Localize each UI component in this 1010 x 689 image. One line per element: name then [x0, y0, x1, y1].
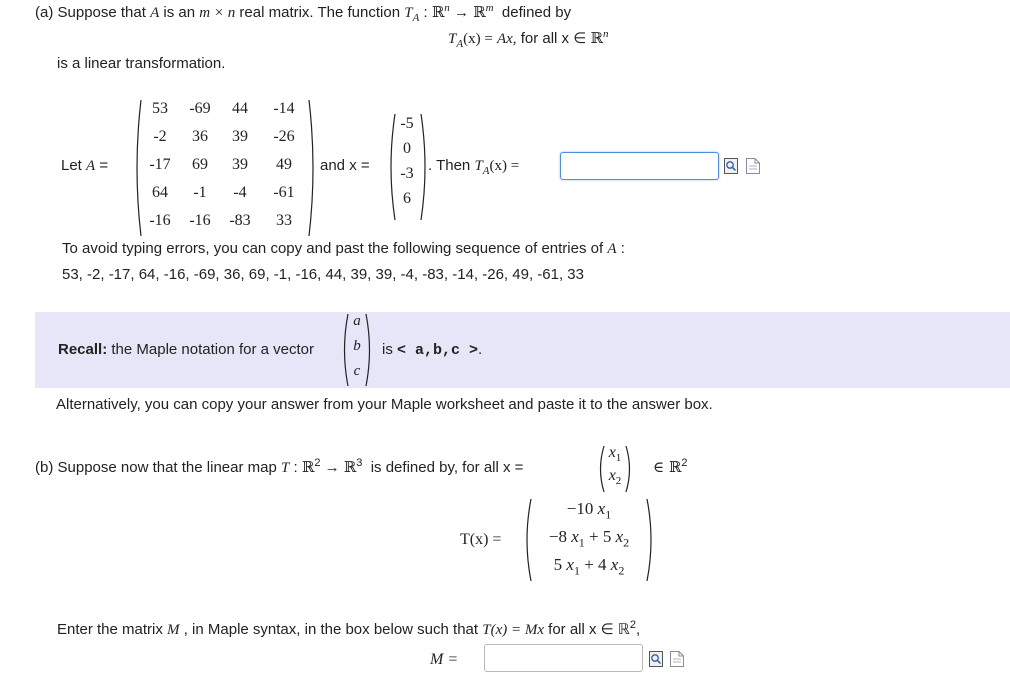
- matrix-a-cell: -16: [189, 212, 211, 229]
- t-vector-row: −8 $x_1 + 5$ $x_2$: [548, 527, 630, 550]
- matrix-a-cell: -1: [193, 184, 207, 201]
- copy-hint: To avoid typing errors, you can copy and past the following sequence of entries of A :: [62, 240, 625, 257]
- matrix-a-cell: -26: [273, 128, 295, 145]
- answer-b-box[interactable]: [484, 644, 643, 672]
- part-a-definition: $T_A(x) = Ax$, for all x ∈ ℝ$^n$: [448, 28, 609, 50]
- linear-transformation-text: is a linear transformation.: [57, 55, 226, 72]
- t-vector-row: −10 $x_1$: [566, 499, 612, 522]
- matrix-a-cell: 44: [232, 100, 248, 117]
- vector-x-entry: -5: [400, 115, 414, 132]
- t-of-x-label: T(x) =: [460, 531, 502, 548]
- then-label: . Then $T_A(x)$ =: [428, 157, 520, 177]
- matrix-a-right-paren: [308, 98, 318, 238]
- in-r2-label: ∈ ℝ$^2$: [653, 457, 688, 476]
- entries-sequence: 53, -2, -17, 64, -16, -69, 36, 69, -1, -16, 44, 39, 39, -4, -83, -14, -26, 49, -61, 33: [62, 266, 584, 283]
- matrix-a-cell: 39: [232, 156, 248, 173]
- document-icon[interactable]: [746, 158, 760, 174]
- x-vector-left-paren: [596, 444, 605, 494]
- matrix-a-cell: 69: [192, 156, 208, 173]
- vector-x: [386, 112, 430, 222]
- t-vector-row: 5 $x_1 + 4$ $x_2$: [553, 555, 625, 578]
- matrix-a-cell: 64: [152, 184, 168, 201]
- matrix-a-cell: 53: [152, 100, 168, 117]
- vector-x-entry: 6: [403, 190, 411, 207]
- matrix-a-cell: -83: [229, 212, 251, 229]
- preview-icon[interactable]: [649, 651, 663, 667]
- m-label: M =: [430, 651, 459, 668]
- matrix-a-cell: -61: [273, 184, 295, 201]
- part-b-intro: (b) Suppose now that the linear map T : ℝ$^2$ → ℝ$^3$ is defined by, for all x =: [35, 457, 524, 476]
- matrix-a-cell: -69: [189, 100, 211, 117]
- recall-vector-entry: a: [353, 313, 361, 329]
- alternative-text: Alternatively, you can copy your answer from your Maple worksheet and paste it to the answer box.: [56, 396, 713, 413]
- matrix-a: [132, 98, 318, 238]
- matrix-a-cell: 33: [276, 212, 292, 229]
- and-x-label: and x =: [320, 157, 370, 174]
- part-a-intro: (a) Suppose that A is an m × n real matrix. The function $T_A$ : ℝ$^n$ → ℝ$^m$ defined by: [35, 2, 572, 24]
- document-icon[interactable]: [670, 651, 684, 667]
- vector-x-entry: -3: [400, 165, 414, 182]
- recall-notation: is < a,b,c >.: [382, 341, 483, 359]
- preview-icon[interactable]: [724, 158, 738, 174]
- matrix-a-cell: -2: [153, 128, 167, 145]
- t-vector: [522, 497, 656, 583]
- enter-matrix-text: Enter the matrix M , in Maple syntax, in the box below such that T(x) = Mx for all x ∈ ℝ$^2$,: [57, 619, 641, 638]
- matrix-a-cell: 39: [232, 128, 248, 145]
- recall-text: Recall: the Maple notation for a vector: [58, 341, 314, 358]
- matrix-a-cell: -4: [233, 184, 247, 201]
- x-vector-entry: $x_2$: [608, 467, 622, 488]
- recall-vector: [340, 312, 374, 388]
- t-vector-left-paren: [522, 497, 532, 583]
- recall-vector-entry: c: [353, 363, 361, 379]
- vector-x-left-paren: [386, 112, 396, 222]
- answer-a-box[interactable]: [560, 152, 719, 180]
- let-a-label: Let A =: [61, 157, 109, 174]
- matrix-a-cell: -14: [273, 100, 295, 117]
- x-vector: [596, 444, 634, 494]
- vector-x-entry: 0: [403, 140, 411, 157]
- x-vector-entry: $x_1$: [608, 444, 622, 465]
- matrix-a-cell: 36: [192, 128, 208, 145]
- matrix-a-cell: 49: [276, 156, 292, 173]
- answer-a-input[interactable]: [561, 153, 718, 179]
- t-vector-right-paren: [646, 497, 656, 583]
- recall-vector-entry: b: [353, 338, 361, 354]
- matrix-a-cell: -16: [149, 212, 171, 229]
- x-vector-right-paren: [625, 444, 634, 494]
- answer-b-input[interactable]: [485, 645, 642, 671]
- matrix-a-cell: -17: [149, 156, 171, 173]
